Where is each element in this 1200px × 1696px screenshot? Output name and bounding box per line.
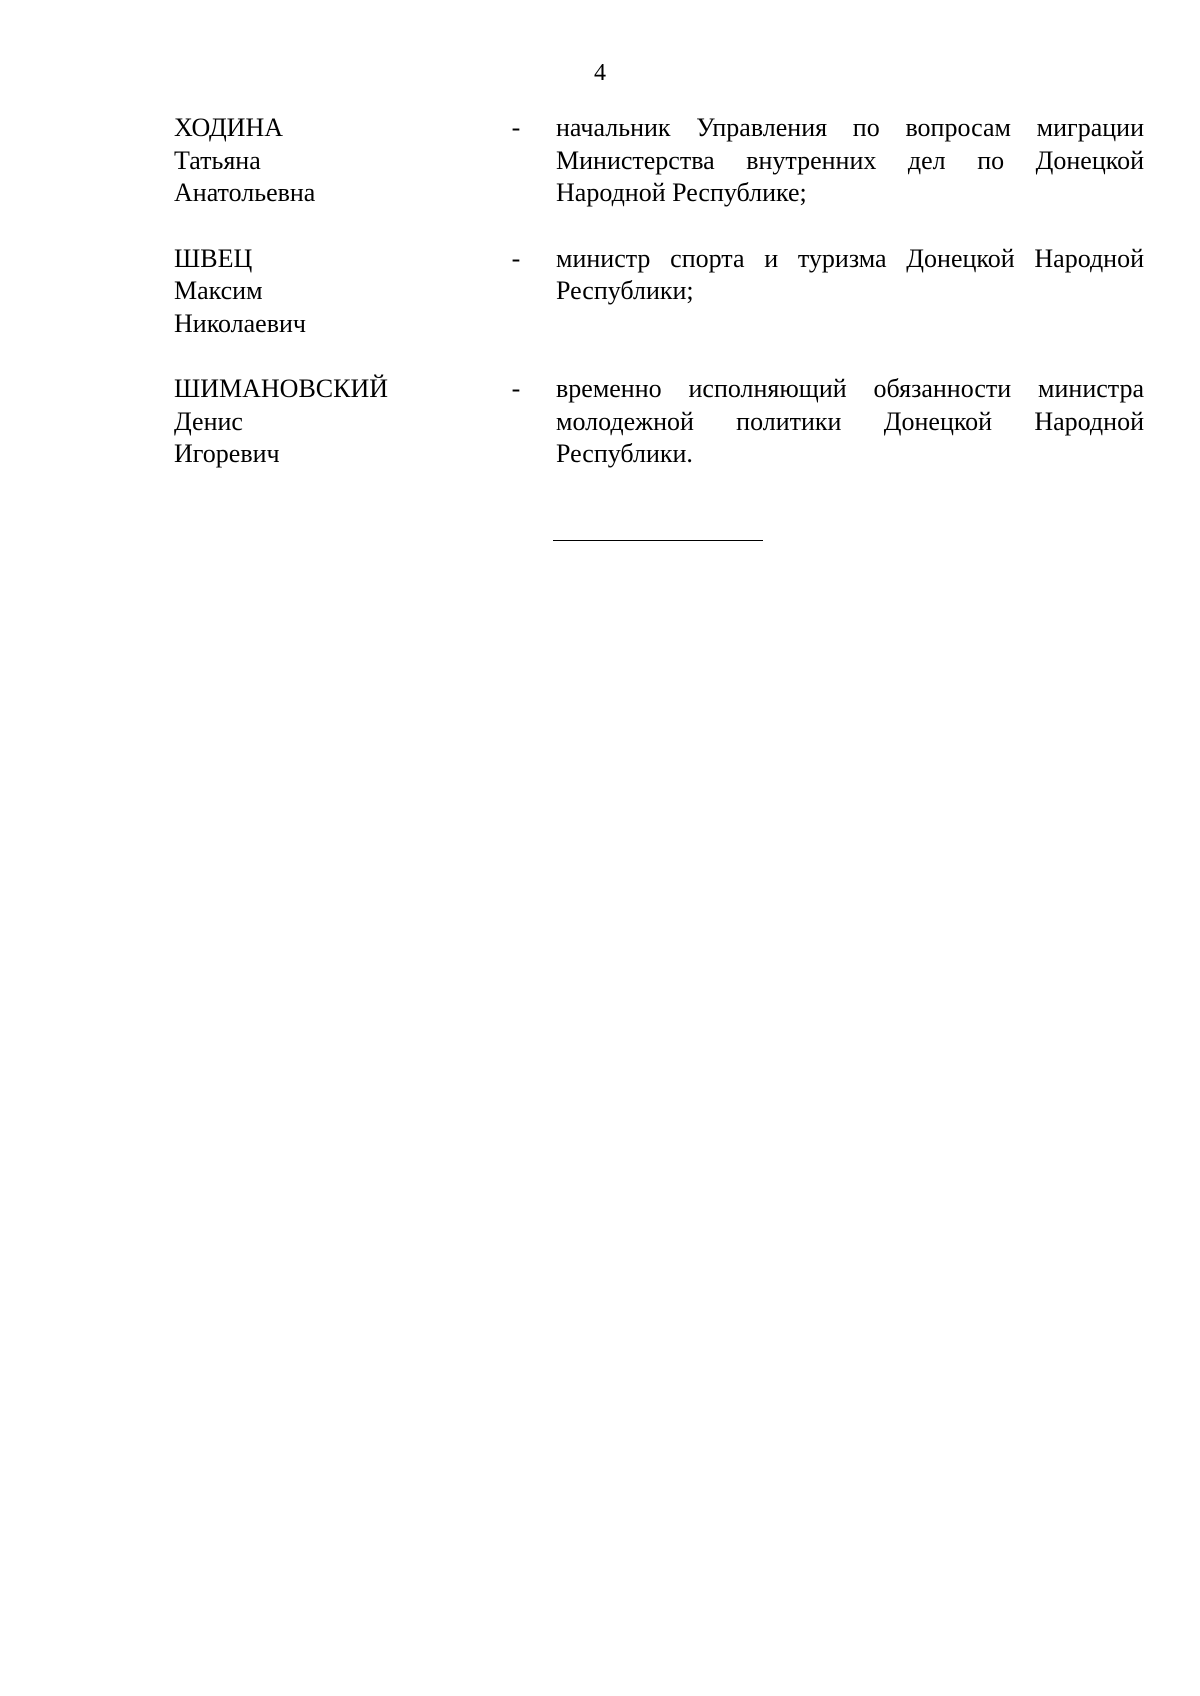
page-number: 4 bbox=[594, 60, 606, 86]
end-divider bbox=[553, 540, 763, 541]
member-position: начальник Управления по вопросам миграции Министерства внутренних дел по Донецкой Народной Республике; bbox=[556, 113, 1144, 207]
member-surname: ХОДИНА bbox=[174, 113, 284, 142]
member-name bbox=[174, 243, 490, 341]
member-list bbox=[174, 112, 1144, 504]
member-dash: - bbox=[511, 113, 521, 142]
member-dash: - bbox=[511, 243, 521, 273]
member-patronymic: Игоревич bbox=[174, 439, 280, 468]
member-position: временно исполняющий обязанности министра молодежной политики Донецкой Народной Республики. bbox=[556, 374, 1144, 468]
member-surname: ШВЕЦ bbox=[174, 243, 253, 273]
member-dash: - bbox=[511, 374, 521, 403]
member-patronymic: Анатольевна bbox=[174, 178, 316, 207]
member-name bbox=[174, 112, 490, 210]
member-entry bbox=[174, 373, 1144, 471]
member-entry bbox=[174, 243, 1144, 341]
member-position: министр спорта и туризма Донецкой Народной Республики; bbox=[556, 243, 1144, 305]
member-first-name: Татьяна bbox=[174, 145, 261, 175]
member-first-name: Денис bbox=[174, 406, 243, 436]
member-surname: ШИМАНОВСКИЙ bbox=[174, 374, 389, 403]
member-name bbox=[174, 373, 490, 471]
member-entry bbox=[174, 112, 1144, 210]
member-patronymic: Николаевич bbox=[174, 308, 306, 338]
member-first-name: Максим bbox=[174, 276, 263, 305]
